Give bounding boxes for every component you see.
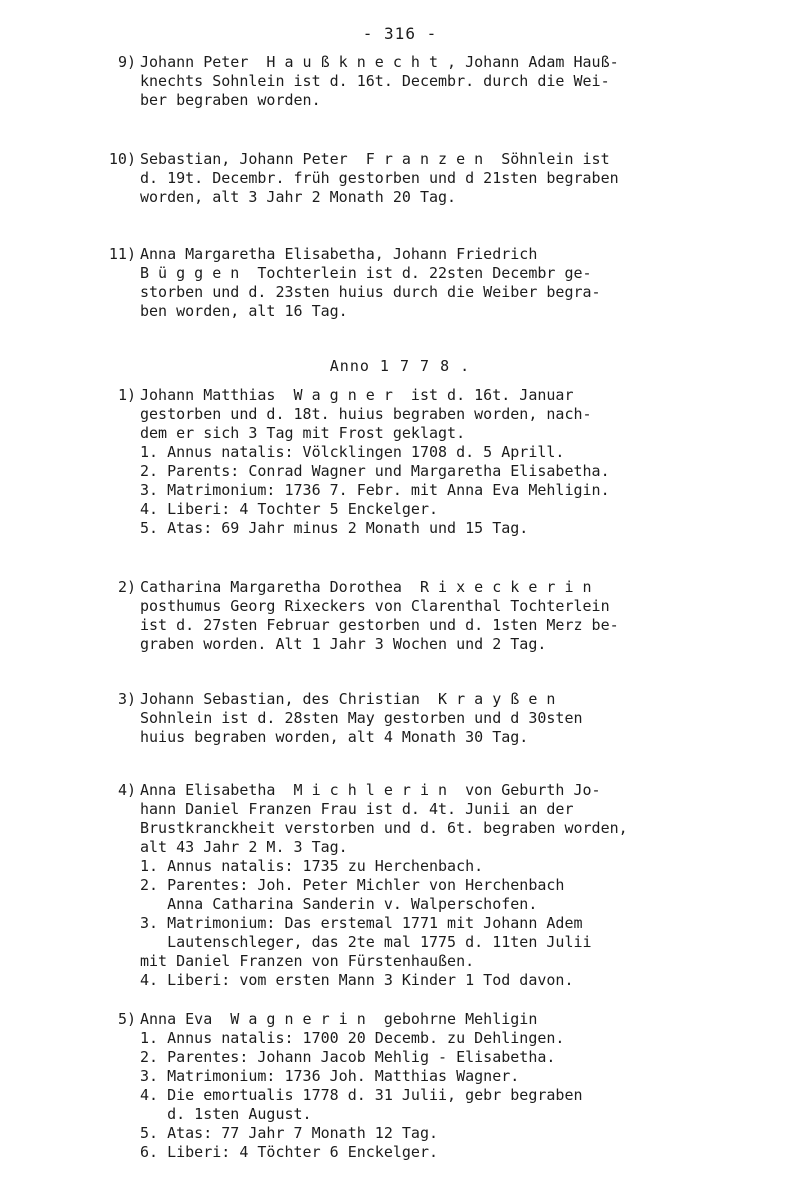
- entry-line: dem er sich 3 Tag mit Frost geklagt.: [140, 424, 466, 442]
- entry-line: graben worden. Alt 1 Jahr 3 Wochen und 2 Tag.: [140, 635, 547, 653]
- entry-number: 2): [117, 578, 136, 596]
- entry-body: [140, 386, 790, 538]
- entry-line: 2. Parentes: Joh. Peter Michler von Herchenbach: [140, 876, 565, 894]
- entry-line: hann Daniel Franzen Frau ist d. 4t. Junii an der: [140, 800, 574, 818]
- entry-line: 1. Annus natalis: 1735 zu Herchenbach.: [140, 857, 484, 875]
- entry-line: Sebastian, Johann Peter F r a n z e n Söhnlein ist: [140, 150, 610, 168]
- entry-line: 3. Matrimonium: 1736 7. Febr. mit Anna Eva Mehligin.: [140, 481, 610, 499]
- entry-line: gestorben und d. 18t. huius begraben worden, nach-: [140, 405, 592, 423]
- entry-number: 11): [108, 245, 136, 263]
- entry-line: Anna Eva W a g n e r i n gebohrne Mehligin: [140, 1010, 538, 1028]
- entry-number: 10): [108, 150, 136, 168]
- entry-line: Johann Peter H a u ß k n e c h t , Johann Adam Hauß-: [140, 53, 619, 71]
- entry-line: 2. Parents: Conrad Wagner und Margaretha Elisabetha.: [140, 462, 610, 480]
- entry-line: Johann Matthias W a g n e r ist d. 16t. Januar: [140, 386, 574, 404]
- entry-body: [140, 245, 790, 321]
- entry-body: [140, 578, 790, 654]
- entry-number: 5): [117, 1010, 136, 1028]
- entry-line: 1. Annus natalis: 1700 20 Decemb. zu Dehlingen.: [140, 1029, 565, 1047]
- entry-line: Johann Sebastian, des Christian K r a y ß e n: [140, 690, 556, 708]
- entry-line: d. 1sten August.: [140, 1105, 312, 1123]
- entry-line: Brustkranckheit verstorben und d. 6t. begraben worden,: [140, 819, 628, 837]
- entry-line: posthumus Georg Rixeckers von Clarenthal Tochterlein: [140, 597, 610, 615]
- entry-body: [140, 781, 790, 990]
- entry-line: storben und d. 23sten huius durch die Weiber begra-: [140, 283, 601, 301]
- entry-line: Lautenschleger, das 2te mal 1775 d. 11ten Julii: [140, 933, 592, 951]
- entry-line: alt 43 Jahr 2 M. 3 Tag.: [140, 838, 348, 856]
- entry-line: d. 19t. Decembr. früh gestorben und d 21sten begraben: [140, 169, 619, 187]
- entry-line: ber begraben worden.: [140, 91, 321, 109]
- entry-line: huius begraben worden, alt 4 Monath 30 Tag.: [140, 728, 529, 746]
- year-heading: Anno 1 7 7 8 .: [329, 357, 471, 375]
- entry-line: 5. Atas: 69 Jahr minus 2 Monath und 15 Tag.: [140, 519, 529, 537]
- entry-line: Anna Elisabetha M i c h l e r i n von Geburth Jo-: [140, 781, 601, 799]
- entry-line: 4. Liberi: 4 Tochter 5 Enckelger.: [140, 500, 439, 518]
- entry-number: 9): [117, 53, 136, 71]
- entry-line: Catharina Margaretha Dorothea R i x e c k e r i n: [140, 578, 592, 596]
- entry-line: mit Daniel Franzen von Fürstenhaußen.: [140, 952, 475, 970]
- entry-line: Anna Catharina Sanderin v. Walperschofen.: [140, 895, 538, 913]
- entry-line: Anna Margaretha Elisabetha, Johann Friedrich: [140, 245, 538, 263]
- entry-body: [140, 53, 790, 110]
- entry-line: 2. Parentes: Johann Jacob Mehlig - Elisabetha.: [140, 1048, 556, 1066]
- entry-line: knechts Sohnlein ist d. 16t. Decembr. durch die Wei-: [140, 72, 610, 90]
- entry-line: ben worden, alt 16 Tag.: [140, 302, 348, 320]
- page-number: - 316 -: [362, 24, 438, 43]
- entry-line: 1. Annus natalis: Völcklingen 1708 d. 5 Aprill.: [140, 443, 565, 461]
- entry-line: 4. Die emortualis 1778 d. 31 Julii, gebr begraben: [140, 1086, 583, 1104]
- entry-body: [140, 1010, 790, 1162]
- entry-line: 5. Atas: 77 Jahr 7 Monath 12 Tag.: [140, 1124, 439, 1142]
- entry-number: 4): [117, 781, 136, 799]
- entry-line: 3. Matrimonium: 1736 Joh. Matthias Wagner.: [140, 1067, 520, 1085]
- entry-number: 3): [117, 690, 136, 708]
- entry-body: [140, 690, 790, 747]
- entry-body: [140, 150, 790, 207]
- entry-line: B ü g g e n Tochterlein ist d. 22sten Decembr ge-: [140, 264, 592, 282]
- entry-line: worden, alt 3 Jahr 2 Monath 20 Tag.: [140, 188, 457, 206]
- entry-line: Sohnlein ist d. 28sten May gestorben und d 30sten: [140, 709, 583, 727]
- entry-line: 6. Liberi: 4 Töchter 6 Enckelger.: [140, 1143, 439, 1161]
- entry-line: ist d. 27sten Februar gestorben und d. 1sten Merz be-: [140, 616, 619, 634]
- entry-number: 1): [117, 386, 136, 404]
- entry-line: 3. Matrimonium: Das erstemal 1771 mit Johann Adem: [140, 914, 583, 932]
- entry-line: 4. Liberi: vom ersten Mann 3 Kinder 1 Tod davon.: [140, 971, 574, 989]
